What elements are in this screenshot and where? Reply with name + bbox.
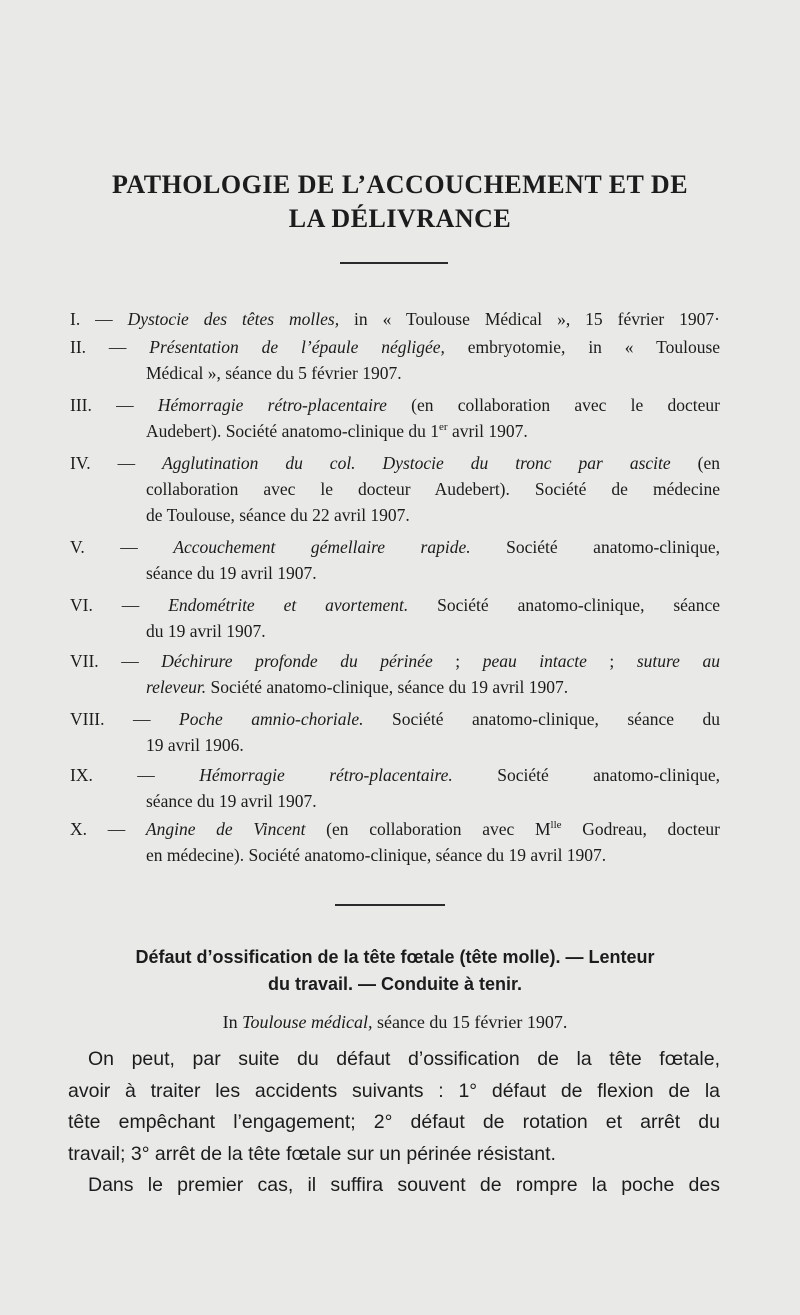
source-prefix: In (222, 1012, 243, 1032)
entry-text-cont: Société anatomo-clinique, séance du 19 avril 1907. (206, 677, 569, 697)
entry-title-3: suture au (636, 651, 720, 671)
entry-text: ; (432, 651, 483, 671)
bibliography-entry-9 (70, 762, 720, 814)
bibliography-entry-4 (70, 450, 720, 528)
entry-dash: — (80, 309, 128, 329)
article-title (70, 944, 720, 998)
body-line: avoir à traiter les accidents suivants : 1° défaut de flexion de la (68, 1079, 720, 1102)
article-body (68, 1044, 720, 1202)
entry-number: V. (70, 537, 85, 557)
entry-text: (en collaboration avec M (305, 819, 551, 839)
bibliography-entry-5 (70, 534, 720, 586)
bibliography-entry-8 (70, 706, 720, 758)
entry-dash: — (90, 453, 163, 473)
entry-dash: — (86, 337, 150, 357)
entry-text-cont: Audebert). Société anatomo-clinique du 1 (146, 421, 440, 441)
source-date: séance du 15 février 1907. (372, 1012, 568, 1032)
bibliography-entry-3 (70, 392, 720, 444)
title-line-2: LA DÉLIVRANCE (288, 204, 512, 233)
bibliography-entry-7 (70, 648, 720, 700)
entry-title: Endométrite et avortement. (168, 595, 409, 615)
entry-number: III. (70, 395, 92, 415)
entry-number: II. (70, 337, 87, 357)
bibliography-entry-6 (70, 592, 720, 644)
entry-text-cont: séance du 19 avril 1907. (146, 563, 317, 583)
entry-title: Dystocie des têtes molles, (127, 309, 340, 329)
entry-text: in « Toulouse Médical », 15 février 1907· (339, 309, 721, 329)
entry-text-cont-2: de Toulouse, séance du 22 avril 1907. (146, 505, 410, 525)
bibliography-entry-1 (70, 306, 720, 332)
entry-text: (en collaboration avec le docteur (386, 395, 720, 415)
entry-text: Société anatomo-clinique, (470, 537, 721, 557)
bibliography-entry-10 (70, 816, 720, 868)
entry-text-cont: séance du 19 avril 1907. (146, 791, 317, 811)
entry-text-2: ; (586, 651, 637, 671)
entry-number: X. (70, 819, 88, 839)
entry-number: IX. (70, 765, 93, 785)
entry-text-cont: Médical », séance du 5 février 1907. (146, 363, 402, 383)
entry-title-cont: releveur. (146, 677, 207, 697)
entry-title: Hémorragie rétro-placentaire. (199, 765, 453, 785)
article-title-line-2: du travail. — Conduite à tenir. (267, 974, 523, 994)
entry-title: Accouchement gémellaire rapide. (173, 537, 471, 557)
entry-text: (en (670, 453, 720, 473)
body-line: travail; 3° arrêt de la tête fœtale sur un périnée résistant. (68, 1142, 556, 1165)
entry-number: IV. (70, 453, 91, 473)
entry-text: Société anatomo-clinique, séance (408, 595, 720, 615)
body-line: On peut, par suite du défaut d’ossification de la tête fœtale, (88, 1048, 720, 1070)
entry-title: Poche amnio-choriale. (179, 709, 364, 729)
entry-title: Angine de Vincent (145, 819, 306, 839)
entry-number: VI. (70, 595, 93, 615)
entry-text: Société anatomo-clinique, (452, 765, 721, 785)
entry-number: VIII. (70, 709, 105, 729)
entry-text-2: Godreau, docteur (561, 819, 720, 839)
entry-superscript: er (439, 421, 448, 434)
article-source (70, 1010, 720, 1034)
entry-dash: — (104, 709, 180, 729)
entry-title: Agglutination du col. Dystocie du tronc par ascite (162, 453, 671, 473)
entry-dash: — (84, 537, 174, 557)
entry-dash: — (92, 765, 200, 785)
entry-dash: — (91, 395, 158, 415)
title-divider (340, 262, 448, 264)
entry-number: VII. (70, 651, 99, 671)
entry-text: embryotomie, in « Toulouse (444, 337, 721, 357)
title-line-1: PATHOLOGIE DE L’ACCOUCHEMENT ET DE (111, 170, 689, 199)
entry-number: I. (70, 309, 81, 329)
entry-dash: — (98, 651, 162, 671)
entry-text-cont: collaboration avec le docteur Audebert). Société de médecine (146, 479, 720, 499)
page-title (60, 168, 740, 236)
body-line: tête empêchant l’engagement; 2° défaut de rotation et arrêt du (68, 1111, 720, 1133)
entry-title: Déchirure profonde du périnée (161, 651, 433, 671)
entry-title-2: peau intacte (482, 651, 587, 671)
source-journal: Toulouse médical, (242, 1012, 373, 1032)
entry-dash: — (87, 819, 146, 839)
entry-text-cont-2: avril 1907. (447, 421, 528, 441)
article-title-line-1: Défaut d’ossification de la tête fœtale (tête molle). — Lenteur (135, 947, 655, 967)
entry-title: Hémorragie rétro-placentaire (157, 395, 387, 415)
entry-title: Présentation de l’épaule négligée, (149, 337, 445, 357)
entry-text-cont: du 19 avril 1907. (146, 621, 266, 641)
section-divider (335, 904, 445, 906)
entry-superscript: lle (550, 819, 562, 832)
entry-dash: — (92, 595, 169, 615)
entry-text-cont: 19 avril 1906. (146, 735, 244, 755)
bibliography-entry-2 (70, 334, 720, 386)
entry-text: Société anatomo-clinique, séance du (363, 709, 720, 729)
body-line: Dans le premier cas, il suffira souvent de rompre la poche des (88, 1174, 720, 1196)
entry-text-cont: en médecine). Société anatomo-clinique, séance du 19 avril 1907. (146, 845, 607, 865)
